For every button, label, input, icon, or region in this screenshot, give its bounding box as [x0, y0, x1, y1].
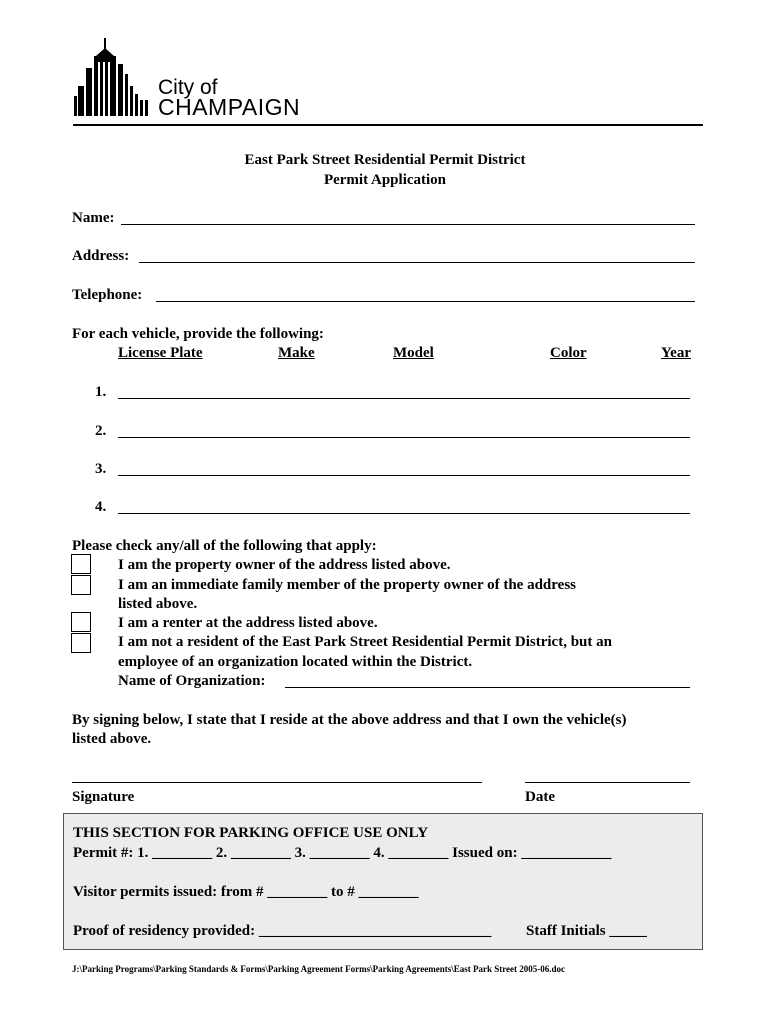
staff-initials-line: Staff Initials _____: [526, 923, 647, 939]
address-field[interactable]: [139, 262, 695, 263]
employee-option-label-cont: employee of an organization located within the District.: [118, 654, 473, 670]
check-intro: Please check any/all of the following that apply:: [72, 538, 377, 554]
name-label: Name:: [72, 210, 115, 226]
vehicle-row-number: 4.: [95, 499, 107, 515]
organization-label: Name of Organization:: [118, 673, 266, 689]
header-divider: [73, 124, 703, 126]
telephone-label: Telephone:: [72, 287, 143, 303]
logo-champaign: CHAMPAIGN: [158, 94, 301, 120]
organization-field[interactable]: [285, 687, 690, 688]
address-label: Address:: [72, 248, 130, 264]
statement-text: By signing below, I state that I reside at the above address and that I own the vehicle(s): [72, 712, 627, 728]
file-path-footer: J:\Parking Programs\Parking Standards & Forms\Parking Agreement Forms\Parking Agreements\East Park Street 2005-06.doc: [72, 964, 566, 974]
signature-label: Signature: [72, 789, 135, 805]
vehicle-intro: For each vehicle, provide the following:: [72, 326, 324, 342]
owner-checkbox[interactable]: [71, 554, 91, 574]
office-heading: THIS SECTION FOR PARKING OFFICE USE ONLY: [73, 825, 429, 841]
signature-field[interactable]: [72, 782, 482, 783]
name-field[interactable]: [121, 224, 695, 225]
proof-of-residency-line: Proof of residency provided: _______________________________: [73, 923, 492, 939]
family-option-label-cont: listed above.: [118, 596, 198, 612]
telephone-field[interactable]: [156, 301, 695, 302]
visitor-permits-line: Visitor permits issued: from # ________ to # ________: [73, 884, 419, 900]
family-option-label: I am an immediate family member of the property owner of the address: [118, 577, 576, 593]
vehicle-row-1-field[interactable]: [118, 398, 690, 399]
vehicle-row-number: 1.: [95, 384, 107, 400]
date-field[interactable]: [525, 782, 690, 783]
statement-text-cont: listed above.: [72, 731, 152, 747]
employee-option-label: I am not a resident of the East Park Street Residential Permit District, but an: [118, 634, 612, 650]
col-model: Model: [393, 345, 434, 361]
logo-city-of: City of: [158, 76, 218, 99]
parking-office-section: [63, 813, 703, 950]
permit-numbers-line: Permit #: 1. ________ 2. ________ 3. ________ 4. ________ Issued on: ____________: [73, 845, 612, 861]
col-color: Color: [550, 345, 587, 361]
building-skyline-icon: [74, 38, 154, 120]
renter-option-label: I am a renter at the address listed above.: [118, 615, 378, 631]
employee-checkbox[interactable]: [71, 633, 91, 653]
date-label: Date: [525, 789, 555, 805]
vehicle-row-number: 2.: [95, 423, 107, 439]
city-logo: [74, 38, 334, 120]
family-member-checkbox[interactable]: [71, 575, 91, 595]
owner-option-label: I am the property owner of the address listed above.: [118, 557, 451, 573]
vehicle-row-number: 3.: [95, 461, 107, 477]
col-make: Make: [278, 345, 315, 361]
col-year: Year: [661, 345, 691, 361]
renter-checkbox[interactable]: [71, 612, 91, 632]
form-title: East Park Street Residential Permit District: [244, 152, 526, 168]
vehicle-row-4-field[interactable]: [118, 513, 690, 514]
col-license-plate: License Plate: [118, 345, 203, 361]
vehicle-row-3-field[interactable]: [118, 475, 690, 476]
form-subtitle: Permit Application: [323, 172, 447, 188]
vehicle-row-2-field[interactable]: [118, 437, 690, 438]
